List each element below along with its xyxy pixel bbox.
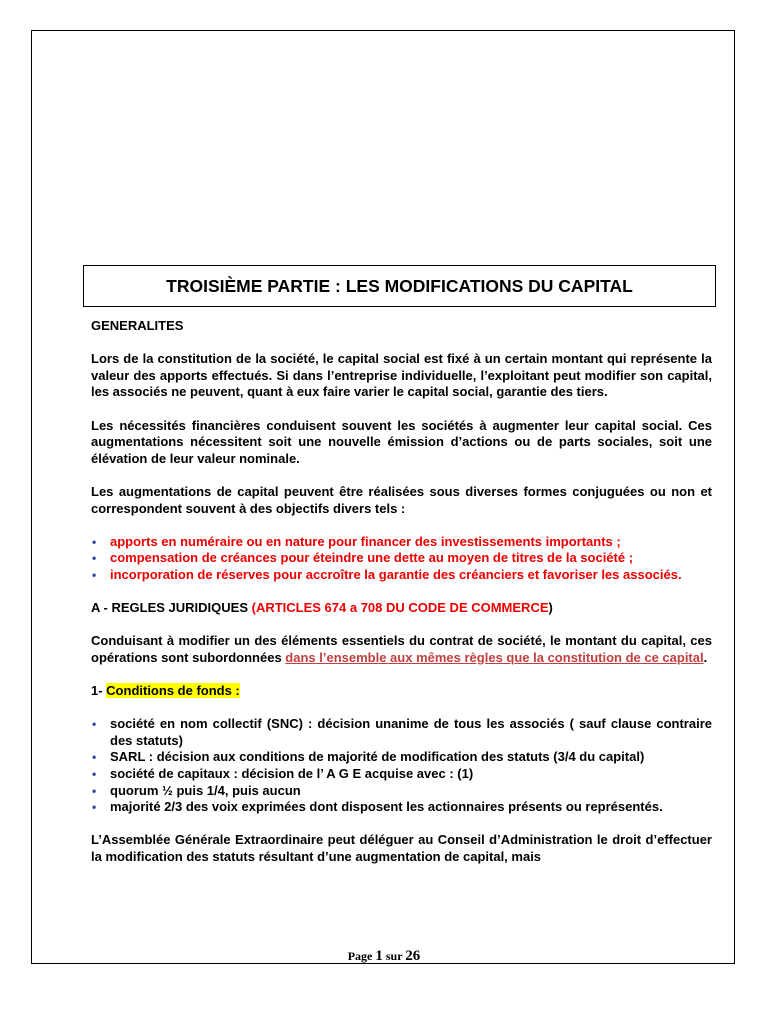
generalites-heading: GENERALITES [91,318,184,333]
list-item: • compensation de créances pour éteindre une dette au moyen de titres de la société ; [92,550,634,566]
age-delegation-paragraph: L’Assemblée Générale Extraordinaire peut déléguer au Conseil d’Administration le droit d’effectuer la modification des statuts résultant d’une augmentation de capital, mais [91,832,712,864]
page-number: 1 [375,948,383,964]
list-item: • majorité 2/3 des voix exprimées dont disposent les actionnaires présents ou représentés. [92,799,663,815]
list-item: • incorporation de réserves pour accroître la garantie des créanciers et favoriser les associés. [92,566,682,582]
regles-juridiques-heading: A - REGLES JURIDIQUES (ARTICLES 674 a 708 DU CODE DE COMMERCE) [91,600,553,616]
bullet-icon: • [92,783,97,798]
objectifs-list [91,534,712,584]
list-item: • société de capitaux : décision de l’ A G E acquise avec : (1) [92,766,474,782]
section-title-text: TROISIÈME PARTIE : LES MODIFICATIONS DU CAPITAL [166,275,633,296]
section-title [83,265,716,307]
generalites-paragraph-2: Les nécessités financières conduisent souvent les sociétés à augmenter leur capital social. Ces augmentations nécessitent soit une nouvelle émission d’actions ou de parts sociales, soit une élévation de leur valeur nominale. [91,417,712,466]
bullet-icon: • [92,534,97,549]
bullet-icon: • [92,767,97,782]
conditions-list [91,716,712,816]
page-total: 26 [405,948,421,964]
bullet-icon: • [92,551,97,566]
bullet-icon: • [92,567,97,582]
conditions-highlight: Conditions de fonds : [106,683,240,699]
list-item: • quorum ½ puis 1/4, puis aucun [92,782,301,798]
bullet-icon: • [92,800,97,815]
document-body [91,318,712,866]
generalites-paragraph-1: Lors de la constitution de la société, le capital social est fixé à un certain montant qui représente la valeur des apports effectués. Si dans l’entreprise individuelle, l’exploitant peut modifier son capital, les associés ne peuvent, quant à eux faire varier le capital social, garantie des tiers. [91,351,712,400]
list-item: • SARL : décision aux conditions de majorité de modification des statuts (3/4 du capital) [92,749,645,765]
list-item: • société en nom collectif (SNC) : décision unanime de tous les associés ( sauf clause contraire des statuts) [92,716,712,748]
constitution-link[interactable]: dans l’ensemble aux mêmes règles que la constitution de ce capital [285,649,704,665]
regles-juridiques-paragraph: Conduisant à modifier un des éléments essentiels du contrat de société, le montant du capital, ces opérations sont subordonnées dans l’ensemble aux mêmes règles que la constitution de ce capital. [91,633,712,665]
list-item: • apports en numéraire ou en nature pour financer des investissements importants ; [92,533,621,549]
bullet-icon: • [92,750,97,765]
page-footer: Page 1 sur 26 [347,948,421,964]
bullet-icon: • [92,717,97,732]
conditions-heading: 1- Conditions de fonds : [91,683,240,699]
generalites-paragraph-3: Les augmentations de capital peuvent être réalisées sous diverses formes conjuguées ou non et correspondent souvent à des objectifs divers tels : [91,483,712,516]
